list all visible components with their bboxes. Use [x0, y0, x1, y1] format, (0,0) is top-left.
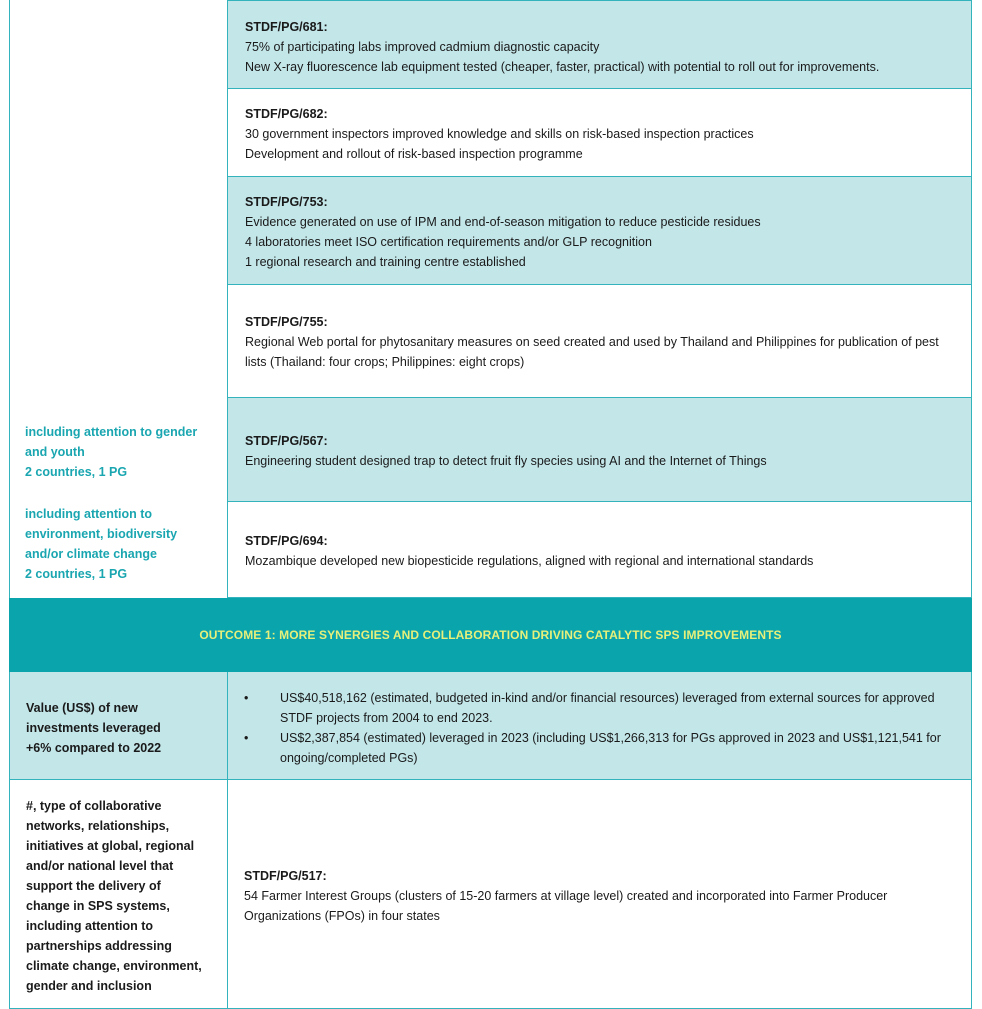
- project-code: STDF/PG/753:: [245, 195, 328, 209]
- note-line: including attention to: [25, 507, 153, 521]
- result-line: 1 regional research and training centre established: [245, 255, 526, 269]
- table-row-pg694: [227, 502, 972, 598]
- project-code: STDF/PG/567:: [245, 434, 328, 448]
- label-line: climate change, environment,: [26, 959, 202, 973]
- left-column-border: [9, 0, 10, 598]
- label-line: Value (US$) of new: [26, 701, 138, 715]
- project-code: STDF/PG/681:: [245, 20, 328, 34]
- table-row-pg753: [227, 177, 972, 285]
- project-code: STDF/PG/755:: [245, 315, 328, 329]
- note-line: including attention to gender: [25, 425, 198, 439]
- outcome-title: OUTCOME 1: MORE SYNERGIES AND COLLABORATION DRIVING CATALYTIC SPS IMPROVEMENTS: [199, 628, 782, 642]
- value-divider: [227, 672, 228, 779]
- label-line: #, type of collaborative: [26, 799, 162, 813]
- bullet-item: • US$40,518,162 (estimated, budgeted in-kind and/or financial resources) leveraged from external sources for approved STDF projects from 2004 to end 2023.: [244, 688, 956, 728]
- note-line: 2 countries, 1 PG: [25, 567, 128, 581]
- note-line: 2 countries, 1 PG: [25, 465, 128, 479]
- network-divider: [227, 780, 228, 1008]
- label-line: change in SPS systems,: [26, 899, 170, 913]
- value-bullets: [244, 688, 956, 768]
- result-line: Mozambique developed new biopesticide regulations, aligned with regional and international standards: [245, 554, 814, 568]
- project-code: STDF/PG/694:: [245, 534, 328, 548]
- result-line: Regional Web portal for phytosanitary measures on seed created and used by Thailand and Philippines for publication of pest lists (Thailand: four crops; Philippines: eight crops): [245, 335, 939, 369]
- result-line: New X-ray fluorescence lab equipment tested (cheaper, faster, practical) with potential to roll out for improvements.: [245, 60, 880, 74]
- note-line: and/or climate change: [25, 547, 157, 561]
- label-line: initiatives at global, regional: [26, 839, 195, 853]
- environment-note: [25, 504, 225, 584]
- project-code: STDF/PG/682:: [245, 107, 328, 121]
- result-line: 4 laboratories meet ISO certification requirements and/or GLP recognition: [245, 235, 652, 249]
- gender-note: [25, 422, 225, 482]
- label-line: partnerships addressing: [26, 939, 172, 953]
- table-row-pg567: [227, 398, 972, 502]
- label-line: investments leveraged: [26, 721, 161, 735]
- note-line: environment, biodiversity: [25, 527, 178, 541]
- result-line: 54 Farmer Interest Groups (clusters of 15-20 farmers at village level) created and incorporated into Farmer Producer Organizations (FPOs) in four states: [244, 889, 888, 923]
- project-code: STDF/PG/517:: [244, 869, 327, 883]
- network-content: [244, 866, 956, 926]
- label-line: and/or national level that: [26, 859, 174, 873]
- label-line: +6% compared to 2022: [26, 741, 162, 755]
- table-row-pg755: [227, 285, 972, 398]
- table-row-pg681: [227, 0, 972, 89]
- note-line: and youth: [25, 445, 85, 459]
- result-line: Engineering student designed trap to detect fruit fly species using AI and the Internet of Things: [245, 454, 767, 468]
- bullet-item: • US$2,387,854 (estimated) leveraged in 2023 (including US$1,266,313 for PGs approved in 2023 and US$1,121,541 for ongoing/completed PGs): [244, 728, 956, 768]
- network-label: [26, 796, 226, 996]
- network-row: [9, 780, 972, 1009]
- result-line: 30 government inspectors improved knowledge and skills on risk-based inspection practices: [245, 127, 754, 141]
- result-line: 75% of participating labs improved cadmium diagnostic capacity: [245, 40, 600, 54]
- result-line: Evidence generated on use of IPM and end-of-season mitigation to reduce pesticide residues: [245, 215, 761, 229]
- label-line: gender and inclusion: [26, 979, 152, 993]
- table-row-pg682: [227, 89, 972, 177]
- value-label: [26, 698, 226, 758]
- label-line: networks, relationships,: [26, 819, 170, 833]
- outcome-banner: [9, 598, 972, 672]
- label-line: support the delivery of: [26, 879, 161, 893]
- value-row: [9, 672, 972, 780]
- result-line: Development and rollout of risk-based inspection programme: [245, 147, 583, 161]
- label-line: including attention to: [26, 919, 154, 933]
